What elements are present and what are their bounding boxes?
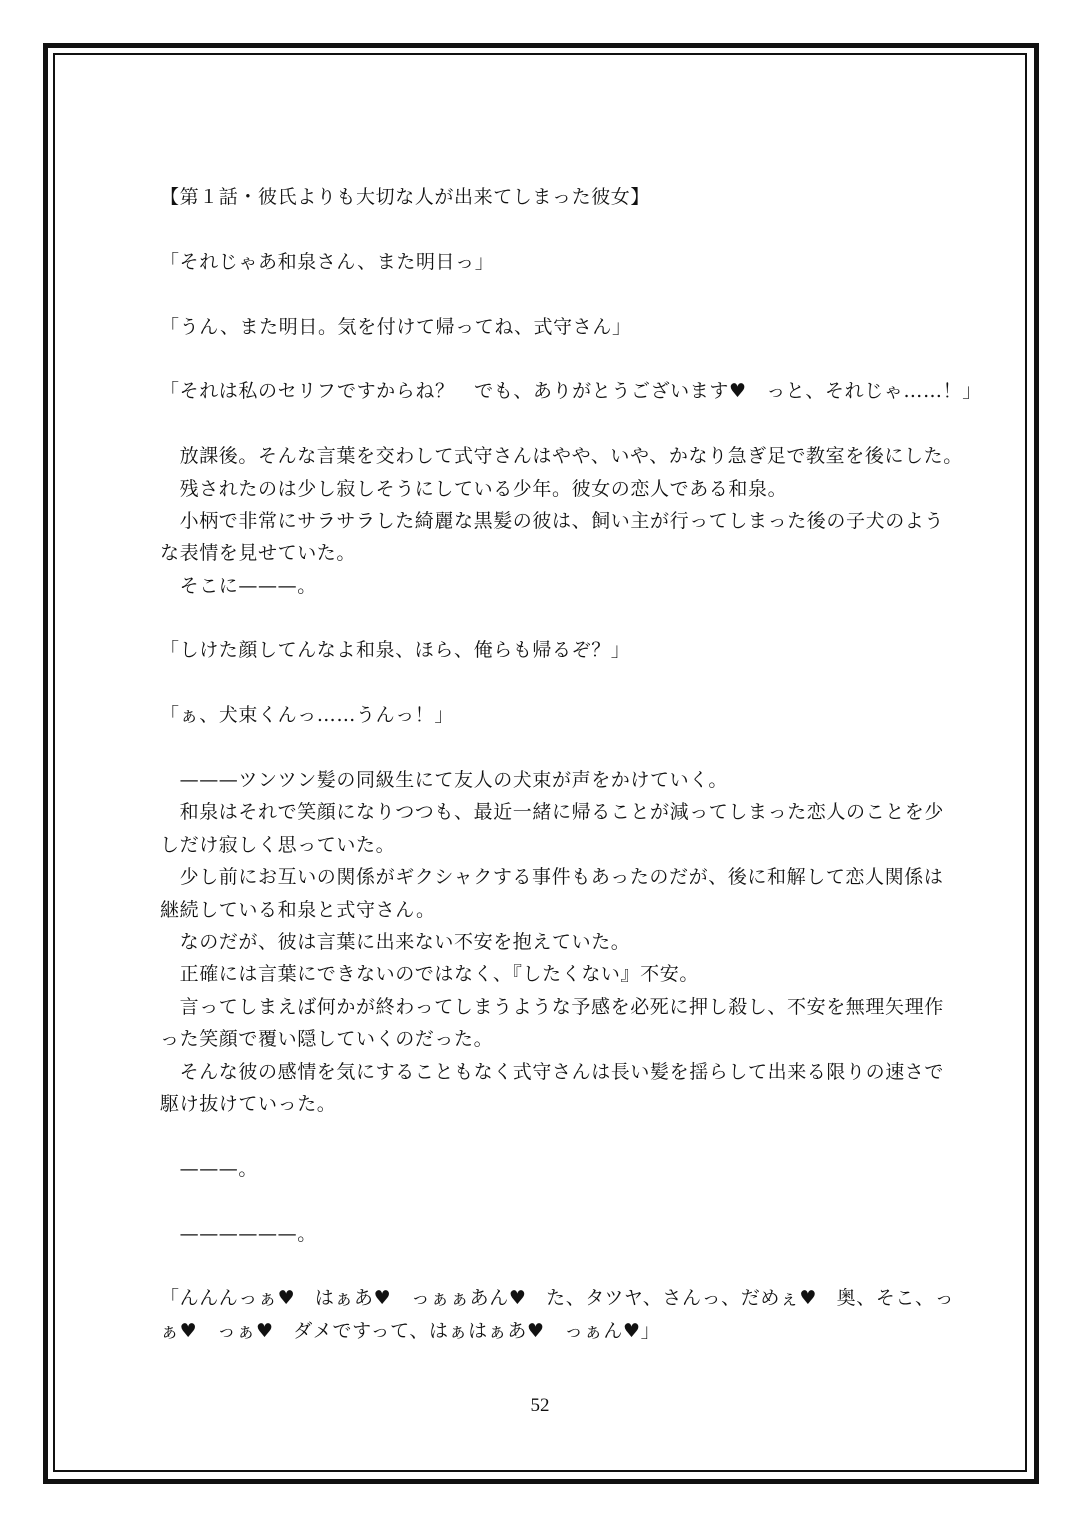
text-line: 言ってしまえば何かが終わってしまうような予感を必死に押し殺し、不安を無理矢理作	[160, 995, 944, 1018]
text-line	[160, 408, 950, 440]
text-line	[160, 213, 950, 245]
text-line	[160, 278, 950, 310]
text-line: 正確には言葉にできないのではなく、『したくない』不安。	[160, 963, 699, 986]
text-line: ぁ♥ っぁ♥ ダメですって、はぁはぁあ♥ っぁん♥」	[160, 1319, 661, 1342]
text-line: 「ぁ、犬束くんっ……うんっ！」	[160, 704, 455, 727]
text-line: 和泉はそれで笑顔になりつつも、最近一緒に帰ることが減ってしまった恋人のことを少	[160, 801, 945, 824]
text-line	[160, 732, 950, 764]
text-line: 継続している和泉と式守さん。	[160, 898, 436, 921]
text-line: 「しけた顔してんなよ和泉、ほら、俺らも帰るぞ？」	[160, 639, 631, 662]
text-line: そんな彼の感情を気にすることもなく式守さんは長い髪を揺らして出来る限りの速さで	[160, 1060, 945, 1083]
text-line: な表情を見せていた。	[160, 542, 357, 565]
text-line: なのだが、彼は言葉に出来ない不安を抱えていた。	[160, 930, 631, 953]
text-line	[160, 1120, 950, 1152]
text-line: 「それは私のセリフですからね？ でも、ありがとうございます♥ っと、それじゃ……！」	[160, 380, 982, 403]
text-line: 放課後。そんな言葉を交わして式守さんはやや、いや、かなり急ぎ足で教室を後にした。	[160, 445, 963, 468]
text-line	[160, 602, 950, 634]
text-line: 残されたのは少し寂しそうにしている少年。彼女の恋人である和泉。	[160, 477, 788, 500]
text-line	[160, 1185, 950, 1217]
text-line: 駆け抜けていった。	[160, 1092, 337, 1115]
text-line: った笑顔で覆い隠していくのだった。	[160, 1028, 494, 1051]
text-line: しだけ寂しく思っていた。	[160, 833, 396, 856]
text-line	[160, 667, 950, 699]
text-line: 小柄で非常にサラサラした綺麗な黒髪の彼は、飼い主が行ってしまった後の子犬のよう	[160, 509, 945, 532]
body-text	[160, 181, 982, 1347]
text-line: ——————。	[160, 1222, 317, 1245]
text-line: 少し前にお互いの関係がギクシャクする事件もあったのだが、後に和解して恋人関係は	[160, 866, 944, 889]
text-line: 「うん、また明日。気を付けて帰ってね、式守さん」	[160, 315, 632, 338]
text-line	[160, 1250, 950, 1282]
text-line: ———ツンツン髪の同級生にて友人の犬束が声をかけていく。	[160, 769, 729, 792]
chapter-heading: 【第１話・彼氏よりも大切な人が出来てしまった彼女】	[160, 186, 651, 208]
text-line: 「それじゃあ和泉さん、また明日っ」	[160, 250, 495, 273]
text-line: そこに———。	[160, 574, 317, 597]
text-line: ———。	[160, 1157, 259, 1180]
text-line	[160, 343, 950, 375]
text-line: 「んんんっぁ♥ はぁあ♥ っぁぁあん♥ た、タツヤ、さんっ、だめぇ♥ 奥、そこ、っ	[160, 1287, 955, 1310]
page-number: 52	[530, 1395, 550, 1416]
